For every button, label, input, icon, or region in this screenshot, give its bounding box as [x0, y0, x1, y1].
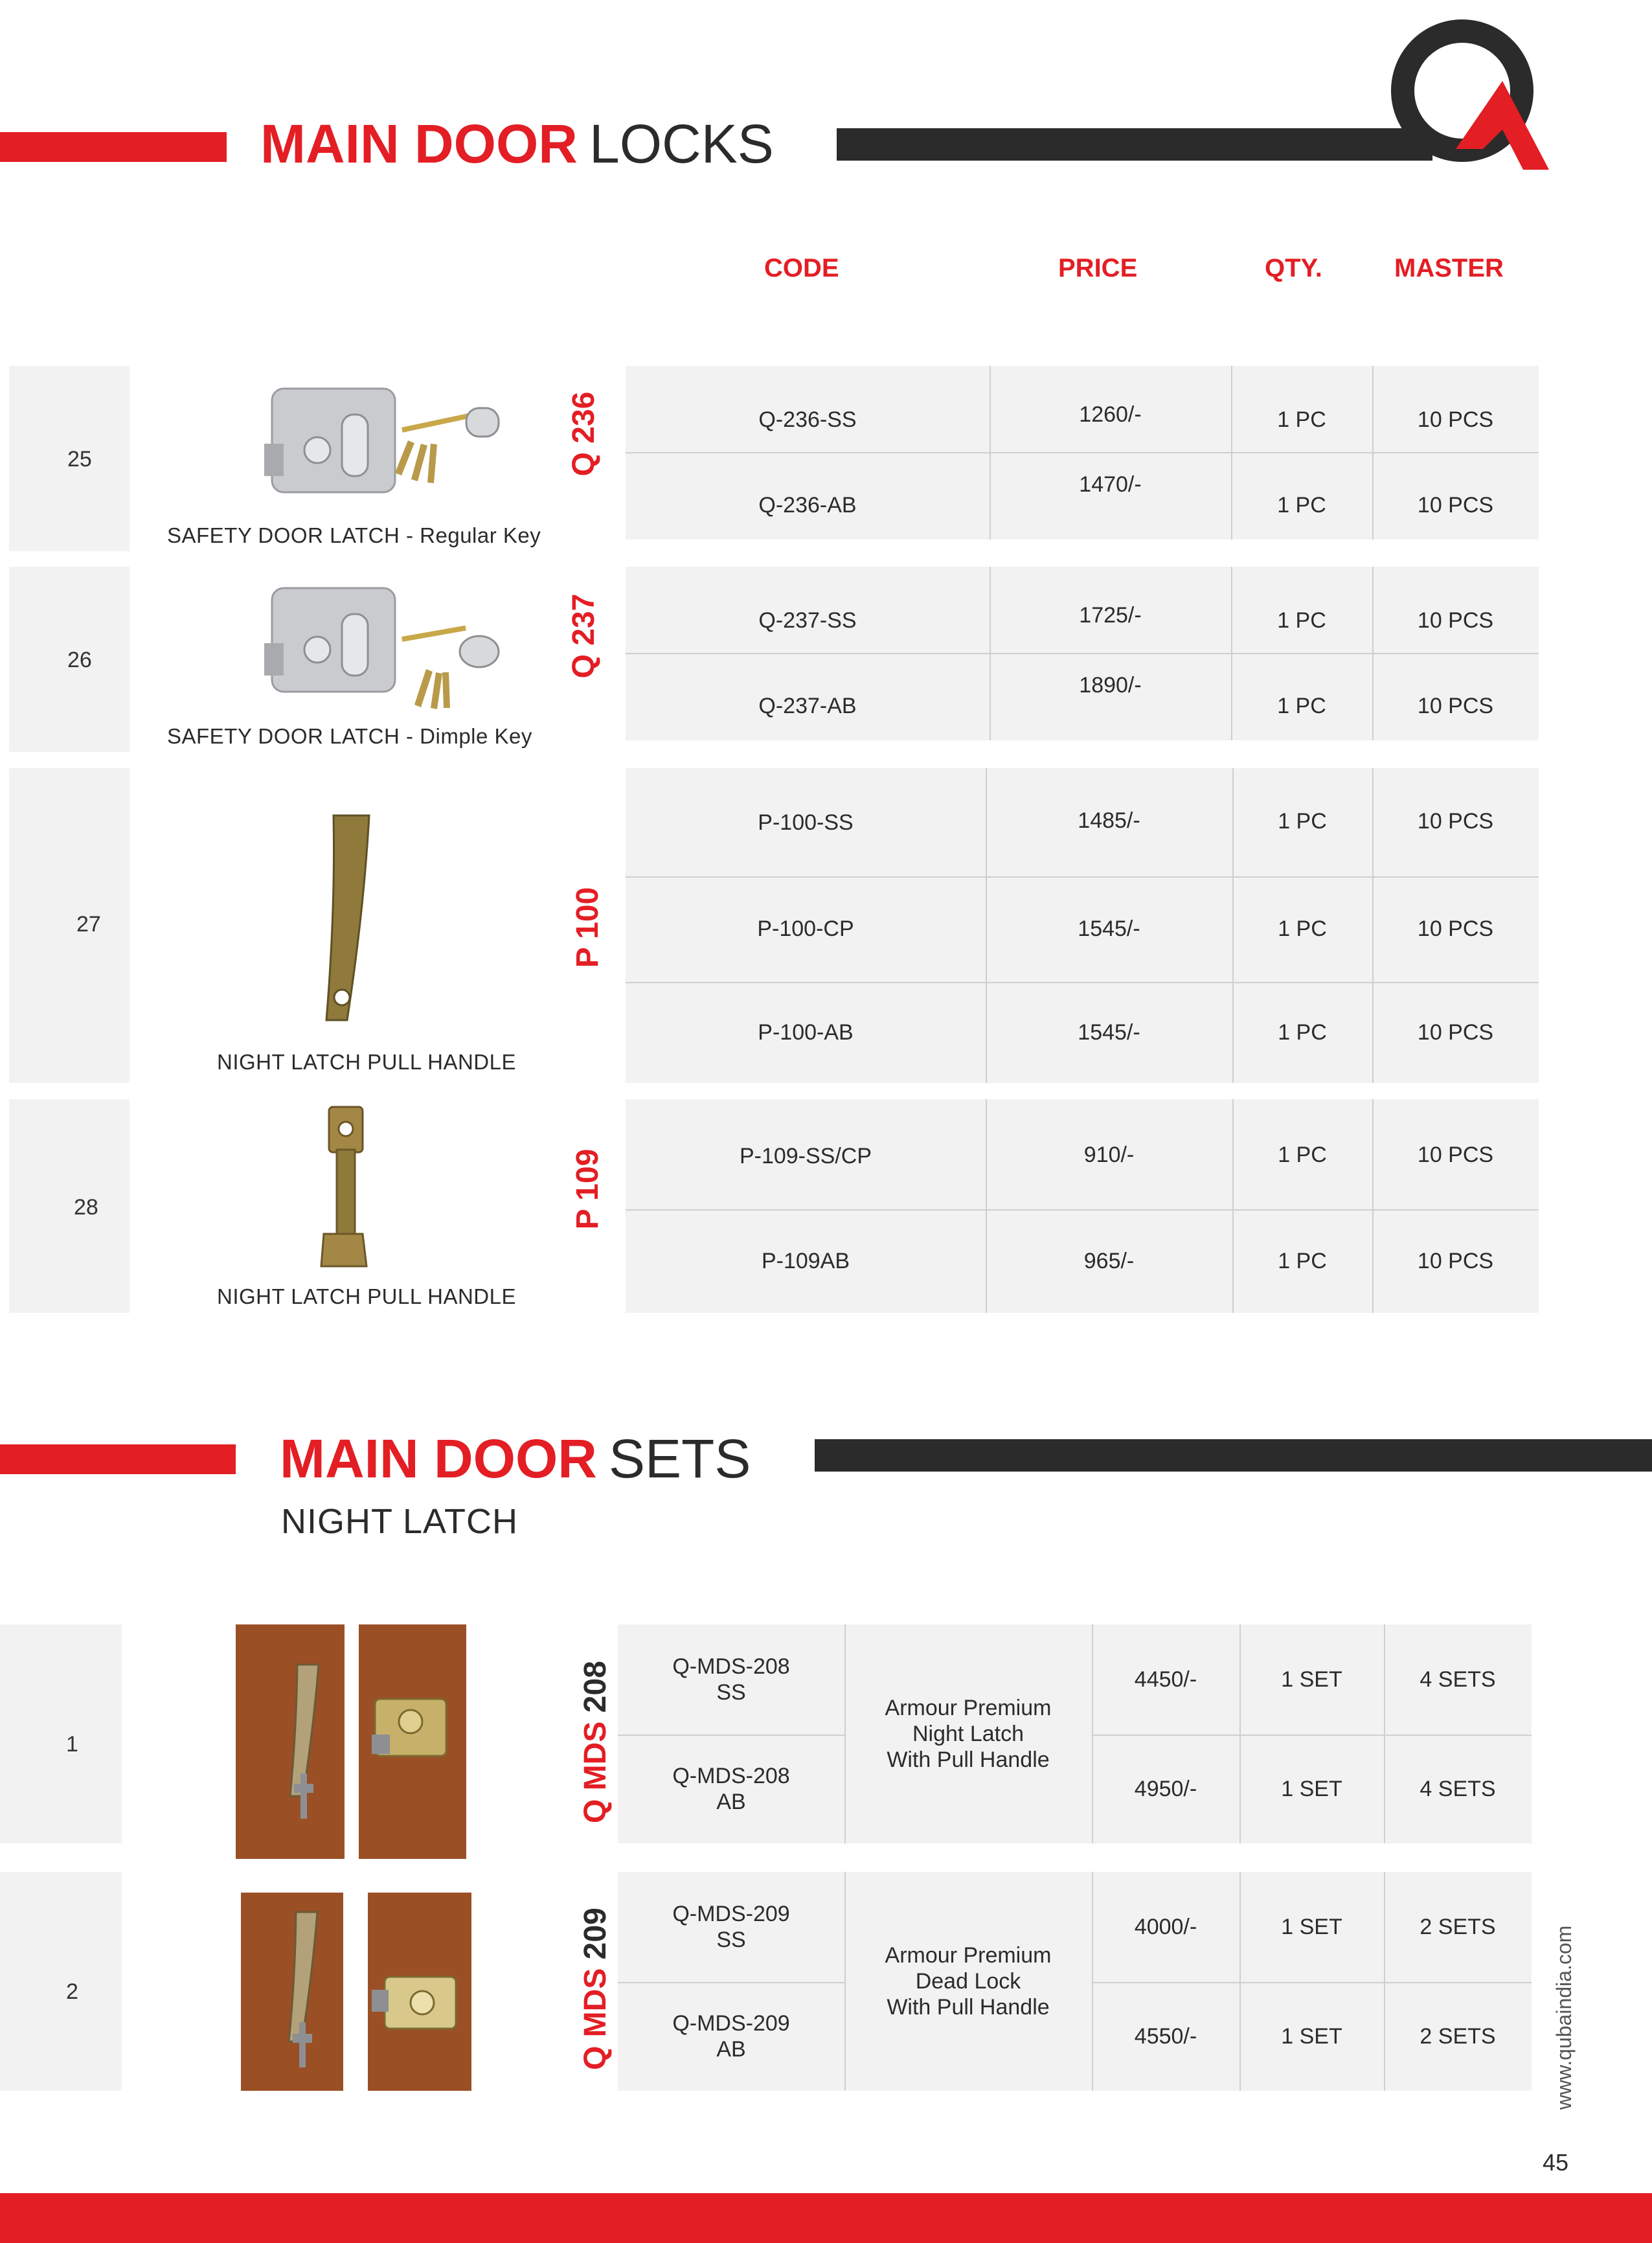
table-cell-qty: 1 SET — [1281, 2023, 1342, 2049]
product-number: 1 — [66, 1732, 78, 1757]
table-cell-code: P-100-SS — [758, 810, 854, 835]
code-line: AB — [716, 1790, 746, 1814]
header-red-bar — [0, 1444, 236, 1474]
table-cell-qty: 1 PC — [1278, 1142, 1327, 1167]
footer-red-bar — [0, 2193, 1652, 2243]
table-cell-price: 1545/- — [1078, 917, 1140, 941]
product-caption: SAFETY DOOR LATCH - Dimple Key — [167, 724, 532, 748]
col-header-qty: QTY. — [1265, 254, 1322, 282]
table-cell-master: 10 PCS — [1417, 492, 1494, 518]
description-line: With Pull Handle — [887, 1995, 1050, 2020]
product-number-cell — [9, 1099, 130, 1313]
product-number: 2 — [66, 1979, 78, 2004]
table-cell-master: 10 PCS — [1417, 693, 1494, 718]
table-cell-price: 1890/- — [1079, 672, 1142, 698]
section-title-locks: MAIN DOOR LOCKS — [260, 113, 774, 174]
table-cell-master: 10 PCS — [1417, 608, 1494, 633]
table-cell-code — [618, 1624, 844, 1735]
product-number-cell — [9, 768, 130, 1083]
description-line: With Pull Handle — [887, 1748, 1050, 1772]
table-cell-price: 4550/- — [1134, 2023, 1197, 2049]
product-number-cell — [0, 1872, 122, 2091]
table-cell-qty: 1 SET — [1281, 1667, 1342, 1692]
safety-door-latch-dimple-image — [259, 575, 505, 718]
price-table-set-1 — [618, 1624, 1532, 1843]
series-code-prefix: Q MDS — [578, 1968, 613, 2070]
product-caption: NIGHT LATCH PULL HANDLE — [217, 1050, 516, 1074]
col-header-code: CODE — [764, 254, 839, 282]
table-cell-price: 1485/- — [1078, 808, 1140, 833]
table-cell-qty: 1 PC — [1278, 808, 1327, 834]
product-number: 28 — [74, 1195, 98, 1220]
product-number: 26 — [67, 648, 92, 672]
description-line: Dead Lock — [915, 1969, 1021, 1994]
table-cell-master: 10 PCS — [1417, 1248, 1494, 1273]
series-code: Q 237 — [567, 593, 601, 679]
code-line: SS — [716, 1928, 746, 1952]
table-cell-master: 2 SETS — [1420, 2023, 1496, 2049]
table-cell-description — [844, 1624, 1092, 1843]
table-cell-code: Q-236-AB — [758, 492, 857, 518]
table-cell-code — [618, 1735, 844, 1843]
table-cell-qty: 1 PC — [1277, 693, 1326, 718]
table-cell-master: 4 SETS — [1420, 1776, 1496, 1801]
table-cell-qty: 1 PC — [1278, 1248, 1327, 1273]
table-cell-price: 1545/- — [1078, 1019, 1140, 1045]
table-cell-code: Q-237-AB — [758, 693, 857, 718]
product-number-cell — [0, 1624, 122, 1843]
table-cell-price: 1260/- — [1079, 402, 1142, 427]
table-cell-master: 10 PCS — [1417, 1019, 1494, 1045]
price-table-25 — [626, 366, 1539, 540]
table-cell-price: 1725/- — [1079, 602, 1142, 628]
table-cell-description — [844, 1872, 1092, 2091]
series-code: P 109 — [571, 1148, 605, 1230]
table-cell-code: P-109-SS/CP — [739, 1143, 872, 1168]
price-table-set-2 — [618, 1872, 1532, 2091]
table-cell-qty: 1 PC — [1277, 407, 1326, 432]
table-cell-qty: 1 SET — [1281, 1776, 1342, 1801]
section-subtitle: NIGHT LATCH — [281, 1502, 519, 1541]
header-red-bar — [0, 132, 227, 162]
table-cell-qty: 1 PC — [1278, 917, 1327, 941]
product-number: 25 — [67, 447, 92, 472]
table-cell-qty: 1 PC — [1277, 608, 1326, 633]
page-number: 45 — [1543, 2149, 1569, 2176]
price-table-27 — [626, 768, 1539, 1083]
col-header-price: PRICE — [1058, 254, 1138, 282]
series-code-prefix: Q MDS — [578, 1721, 613, 1823]
series-code-number: 209 — [578, 1907, 613, 1960]
website-url: www.qubaindia.com — [1552, 1925, 1576, 2110]
table-cell-qty: 1 PC — [1278, 1019, 1327, 1045]
series-code: Q 236 — [567, 391, 601, 477]
code-line: Q-MDS-209 — [672, 2011, 790, 2036]
col-header-master: MASTER — [1394, 254, 1504, 282]
table-cell-code: P-100-CP — [757, 917, 854, 941]
table-cell-code: Q-236-SS — [758, 407, 857, 432]
table-cell-price: 4450/- — [1134, 1667, 1197, 1692]
table-cell-master: 2 SETS — [1420, 1914, 1496, 1939]
price-table-26 — [626, 567, 1539, 740]
code-line: Q-MDS-208 — [672, 1654, 790, 1679]
section-title-sets: MAIN DOOR SETS — [280, 1428, 751, 1489]
description-line: Armour Premium — [885, 1696, 1052, 1720]
description-line: Night Latch — [912, 1722, 1024, 1746]
table-cell-price: 4000/- — [1134, 1914, 1197, 1939]
table-cell-master: 10 PCS — [1417, 1142, 1494, 1167]
table-cell-price: 910/- — [1083, 1142, 1135, 1167]
code-line: AB — [716, 2037, 746, 2062]
series-code-number: 208 — [578, 1661, 613, 1713]
table-cell-master: 10 PCS — [1417, 808, 1494, 834]
product-number: 27 — [76, 912, 101, 937]
table-cell-price: 4950/- — [1134, 1776, 1197, 1801]
code-line: SS — [716, 1680, 746, 1705]
code-line: Q-MDS-208 — [672, 1764, 790, 1788]
safety-door-latch-image — [259, 376, 505, 518]
table-cell-qty: 1 SET — [1281, 1914, 1342, 1939]
table-cell-price: 1470/- — [1079, 472, 1142, 497]
header-dark-bar — [837, 128, 1432, 161]
table-cell-price: 965/- — [1083, 1248, 1135, 1273]
table-cell-qty: 1 PC — [1277, 492, 1326, 518]
dead-lock-set-image — [241, 1893, 471, 2091]
description-line: Armour Premium — [885, 1943, 1052, 1968]
table-cell-code — [618, 1872, 844, 1982]
night-latch-set-image — [236, 1624, 466, 1859]
night-latch-pull-handle-image — [304, 813, 376, 1027]
table-cell-master: 4 SETS — [1420, 1667, 1496, 1692]
table-cell-code: P-109AB — [761, 1248, 850, 1273]
table-cell-master: 10 PCS — [1417, 917, 1494, 941]
table-cell-code: Q-237-SS — [758, 608, 857, 633]
table-cell-code — [618, 1982, 844, 2091]
series-code: P 100 — [571, 887, 605, 968]
table-cell-code: P-100-AB — [758, 1019, 854, 1045]
night-latch-pull-handle-image — [311, 1104, 376, 1273]
table-cell-master: 10 PCS — [1417, 407, 1494, 432]
product-caption: NIGHT LATCH PULL HANDLE — [217, 1284, 516, 1308]
header-dark-bar — [815, 1439, 1652, 1472]
product-caption: SAFETY DOOR LATCH - Regular Key — [167, 523, 541, 547]
price-table-28 — [626, 1099, 1539, 1313]
code-line: Q-MDS-209 — [672, 1902, 790, 1926]
